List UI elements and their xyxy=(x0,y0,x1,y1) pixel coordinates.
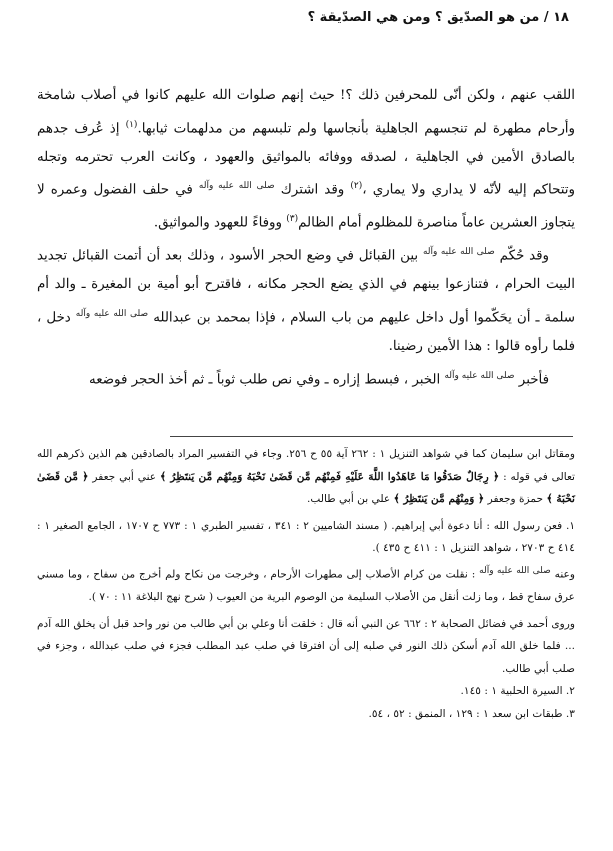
text-run: في حلف الفضول وعمره لا يتجاوز العشرين عاماً مناصرة للمظلوم أمام الظالم xyxy=(37,182,575,231)
text-run: ووفاءً للعهود والمواثيق. xyxy=(153,215,287,231)
paragraph-2 xyxy=(37,238,575,361)
text-run: الخبر ، فبسط إزاره ـ وفي نص طلب ثوباً ـ ثم أخذ الحجر فوضعه xyxy=(89,372,445,388)
footnote-ref-3[interactable]: (٣) xyxy=(286,214,299,225)
quran-quote: ﴿ رِجَالٌ صَدَقُوا مَا عَاهَدُوا اللَّهَ عَلَيْهِ فَمِنْهُم مَّن قَضَىٰ نَحْبَهُ وَمِنْهُم مَّن يَنتَظِرُ ﴾ xyxy=(160,470,500,483)
text-run: حمزة وجعفر xyxy=(484,493,547,506)
footnote-ref-2[interactable]: (٢) xyxy=(350,181,363,192)
footnote-separator xyxy=(170,436,573,437)
salawat-glyph: صلى الله عليه وآله xyxy=(198,181,275,192)
footnote-continuation xyxy=(37,443,575,511)
footnote-ref-1[interactable]: (١) xyxy=(125,119,138,130)
text-run: وقد حُكّم xyxy=(494,248,549,264)
footnote-3: ٣. طبقات ابن سعد ١ : ١٢٩ ، المنمق : ٥٢ ، ٥٤. xyxy=(368,708,575,721)
quran-quote: ﴿ وَمِنْهُم مَّن يَنتَظِرُ ﴾ xyxy=(393,493,485,506)
text-run: وعنه xyxy=(550,568,575,581)
footnote-1-b xyxy=(37,560,575,609)
text-run: عني أبي جعفر xyxy=(88,470,160,483)
footnote-1-c: وروى أحمد في فضائل الصحابة ٢ : ٦٦٢ عن النبي أنه قال : خلقت أنا وعلي بن أبي طالب من نور واحد قبل أن يخلق الله آدم ... فلما خلق الله آدم أسكن ذلك النور في صلبه إلى أن افترقا في صلب عبد المطلب فجزء في صلب عبدالله ، وجزء في صلب أبي طالب. xyxy=(37,617,575,675)
page-title: ١٨ / من هو الصدّيق ؟ ومن هي الصدّيقة ؟ xyxy=(307,10,569,25)
main-text xyxy=(37,82,575,395)
quran-quote: ﴿ مَّن قَضَىٰ نَحْبَهُ ﴾ xyxy=(37,470,575,506)
paragraph-3 xyxy=(37,362,575,395)
salawat-glyph: صلى الله عليه وآله xyxy=(479,565,551,576)
salawat-glyph: صلى الله عليه وآله xyxy=(75,309,149,320)
text-run: إذ عُرف جدهم بالصادق الأمين في الجاهلية ، لصدقه ووفائه بالمواثيق والعهود ، وكانت العرب تحترمه وتجله وتتحاكم إليه لأنّه لا يداري ولا يماري ، xyxy=(37,121,575,198)
text-run: ومقاتل ابن سليمان كما في شواهد التنزيل ١ : ٢٦٢ آية ٥٥ ح ٢٥٦. وجاء في التفسير المراد بالصادقين هم الذين ذكرهم الله تعالى في قوله : xyxy=(37,448,576,483)
text-run: دخل ، فلما رأوه قالوا : هذا الأمين رضينا. xyxy=(37,310,575,355)
text-run: اللقب عنهم ، ولكن أنّى للمحرفين ذلك ؟! حيث إنهم صلوات الله عليهم كانوا في أصلاب شامخة وأرحام مطهرة لم تنجسهم الجاهلية بأنجاسها ولم تلبسهم من مدلهمات ثيابها. xyxy=(37,88,575,137)
paragraph-1 xyxy=(37,82,575,238)
text-run: فأخبر xyxy=(514,372,549,388)
footnotes xyxy=(37,443,575,726)
salawat-glyph: صلى الله عليه وآله xyxy=(444,370,515,381)
footnote-1: ١. فعن رسول الله : أنا دعوة أبي إبراهيم. ( مسند الشاميين ٢ : ٣٤١ ، تفسير الطبري ١ : ٧٧٣ ح ١٧٠٧ ، الجامع الصغير ١ : ٤١٤ ح ٢٧٠٣ ، شواهد التنزيل ١ : ٤١١ ح ٤٣٥ ). xyxy=(37,519,576,555)
page-header xyxy=(39,10,569,25)
text-run: وقد اشترك xyxy=(274,182,351,198)
text-run: : نقلت من كرام الأصلاب إلى مطهرات الأرحام ، وخرجت من نكاح ولم أخرج من سفاح ، وما مسني عرق سفاح قط ، وما زلت أنقل من الأصلاب السليمة من الوصوم البرية من العيوب ( شرح نهج البلاغة ١١ : ٧٠ ). xyxy=(37,568,575,604)
text-run: بين القبائل في وضع الحجر الأسود ، وذلك بعد أن أتمت القبائل تجديد البيت الحرام ، فتنازعوا بينهم في الذي يضع الحجر مكانه ، فاقترح أبو أمية بن المغيرة ـ والد أم سلمة ـ أن يحَكّموا أول داخل عليهم من باب السلام ، فإذا بمحمد بن عبدالله xyxy=(37,248,575,326)
text-run: علي بن أبي طالب. xyxy=(307,493,394,506)
salawat-glyph: صلى الله عليه وآله xyxy=(422,247,495,258)
footnote-2: ٢. السيرة الحلبية ١ : ١٤٥. xyxy=(460,685,575,698)
